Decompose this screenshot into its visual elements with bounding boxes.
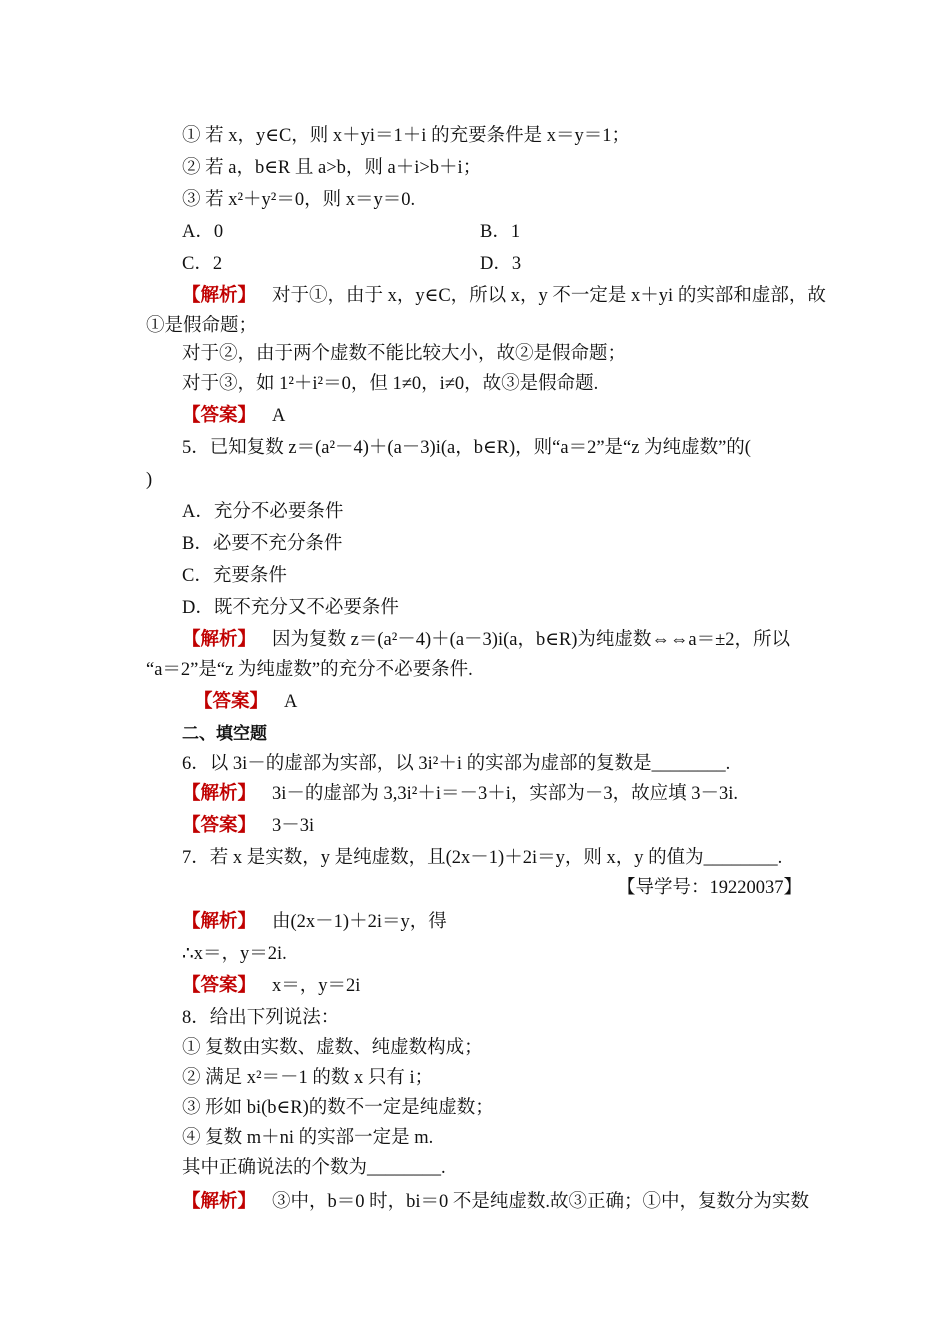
q8-stem: 8．给出下列说法：	[182, 1008, 340, 1028]
q7-analysis-line1	[182, 910, 810, 934]
q7-answer	[182, 974, 810, 998]
q6-answer	[182, 814, 810, 838]
q5-answer	[194, 690, 810, 714]
q8-question: 其中正确说法的个数为________.	[182, 1158, 446, 1178]
q5-stem-wrap: )	[146, 470, 153, 490]
q7-guide-number: 【导学号：19220037】	[616, 878, 802, 898]
q4-option-d: D．3	[480, 254, 522, 274]
answer-tag: 【答案】	[182, 976, 257, 996]
q4-options-row1	[182, 220, 810, 244]
q7-analysis-line2: ∴x＝，y＝2i.	[182, 944, 287, 964]
q8-statement-3: ③ 形如 bi(b∈R)的数不一定是纯虚数；	[182, 1098, 494, 1118]
analysis-tag: 【解析】	[182, 286, 257, 306]
section-heading: 二、填空题	[182, 724, 267, 744]
answer-text: A	[272, 406, 286, 426]
answer-tag: 【答案】	[182, 406, 257, 426]
q8-statement-4: ④ 复数 m＋ni 的实部一定是 m.	[182, 1128, 434, 1148]
q8-analysis-line1	[182, 1190, 810, 1214]
q7-stem: 7．若 x 是实数，y 是纯虚数，且(2x－1)＋2i＝y，则 x，y 的值为________.	[182, 848, 783, 868]
q5-option-a: A．充分不必要条件	[182, 502, 344, 522]
analysis-tag: 【解析】	[182, 912, 257, 932]
q5-analysis-line2: “a＝2”是“z 为纯虚数”的充分不必要条件.	[146, 660, 473, 680]
q5-option-c: C．充要条件	[182, 566, 287, 586]
answer-text: x＝，y＝2i	[272, 976, 361, 996]
q4-analysis-line3: 对于②，由于两个虚数不能比较大小，故②是假命题；	[182, 344, 627, 364]
analysis-text: 3i－的虚部为 3,3i²＋i＝－3＋i，实部为－3，故应填 3－3i.	[272, 784, 739, 804]
q8-statement-1: ① 复数由实数、虚数、纯虚数构成；	[182, 1038, 483, 1058]
analysis-text: 由(2x－1)＋2i＝y，得	[272, 912, 447, 932]
answer-text: 3－3i	[272, 816, 315, 836]
q4-option-b: B．1	[480, 222, 521, 242]
q4-option-c: C．2	[182, 254, 223, 274]
q4-analysis-line1	[182, 284, 826, 308]
analysis-text: 对于①，由于 x，y∈C，所以 x，y 不一定是 x＋yi 的实部和虚部，故	[272, 286, 826, 306]
q8-statement-2: ② 满足 x²＝－1 的数 x 只有 i；	[182, 1068, 434, 1088]
analysis-tag: 【解析】	[182, 630, 257, 650]
analysis-text: ③中，b＝0 时，bi＝0 不是纯虚数.故③正确；①中，复数分为实数	[272, 1192, 810, 1212]
analysis-tag: 【解析】	[182, 1192, 257, 1212]
q5-analysis-line1	[182, 628, 810, 652]
q4-analysis-line2: ①是假命题；	[146, 316, 258, 336]
q4-answer	[182, 404, 810, 428]
answer-tag: 【答案】	[182, 816, 257, 836]
analysis-tag: 【解析】	[182, 784, 257, 804]
statement-2: ② 若 a，b∈R 且 a>b，则 a＋i>b＋i；	[182, 158, 482, 178]
q5-option-d: D．既不充分又不必要条件	[182, 598, 399, 618]
q4-options-row2	[182, 252, 810, 276]
q4-analysis-line4: 对于③，如 1²＋i²＝0，但 1≠0，i≠0，故③是假命题.	[182, 374, 599, 394]
q6-stem: 6．以 3i－的虚部为实部，以 3i²＋i 的实部为虚部的复数是________.	[182, 754, 731, 774]
answer-tag: 【答案】	[194, 692, 269, 712]
q5-stem: 5．已知复数 z＝(a²－4)＋(a－3)i(a，b∈R)，则“a＝2”是“z 为纯虚数”的(	[182, 438, 751, 458]
q4-option-a: A．0	[182, 222, 224, 242]
statement-1: ① 若 x，y∈C，则 x＋yi＝1＋i 的充要条件是 x＝y＝1；	[182, 126, 630, 146]
answer-text: A	[284, 692, 298, 712]
analysis-text: 因为复数 z＝(a²－4)＋(a－3)i(a，b∈R)为纯虚数⇔⇔a＝±2，所以	[272, 630, 791, 650]
q5-option-b: B．必要不充分条件	[182, 534, 343, 554]
q6-analysis	[182, 782, 810, 806]
statement-3: ③ 若 x²＋y²＝0，则 x＝y＝0.	[182, 190, 416, 210]
